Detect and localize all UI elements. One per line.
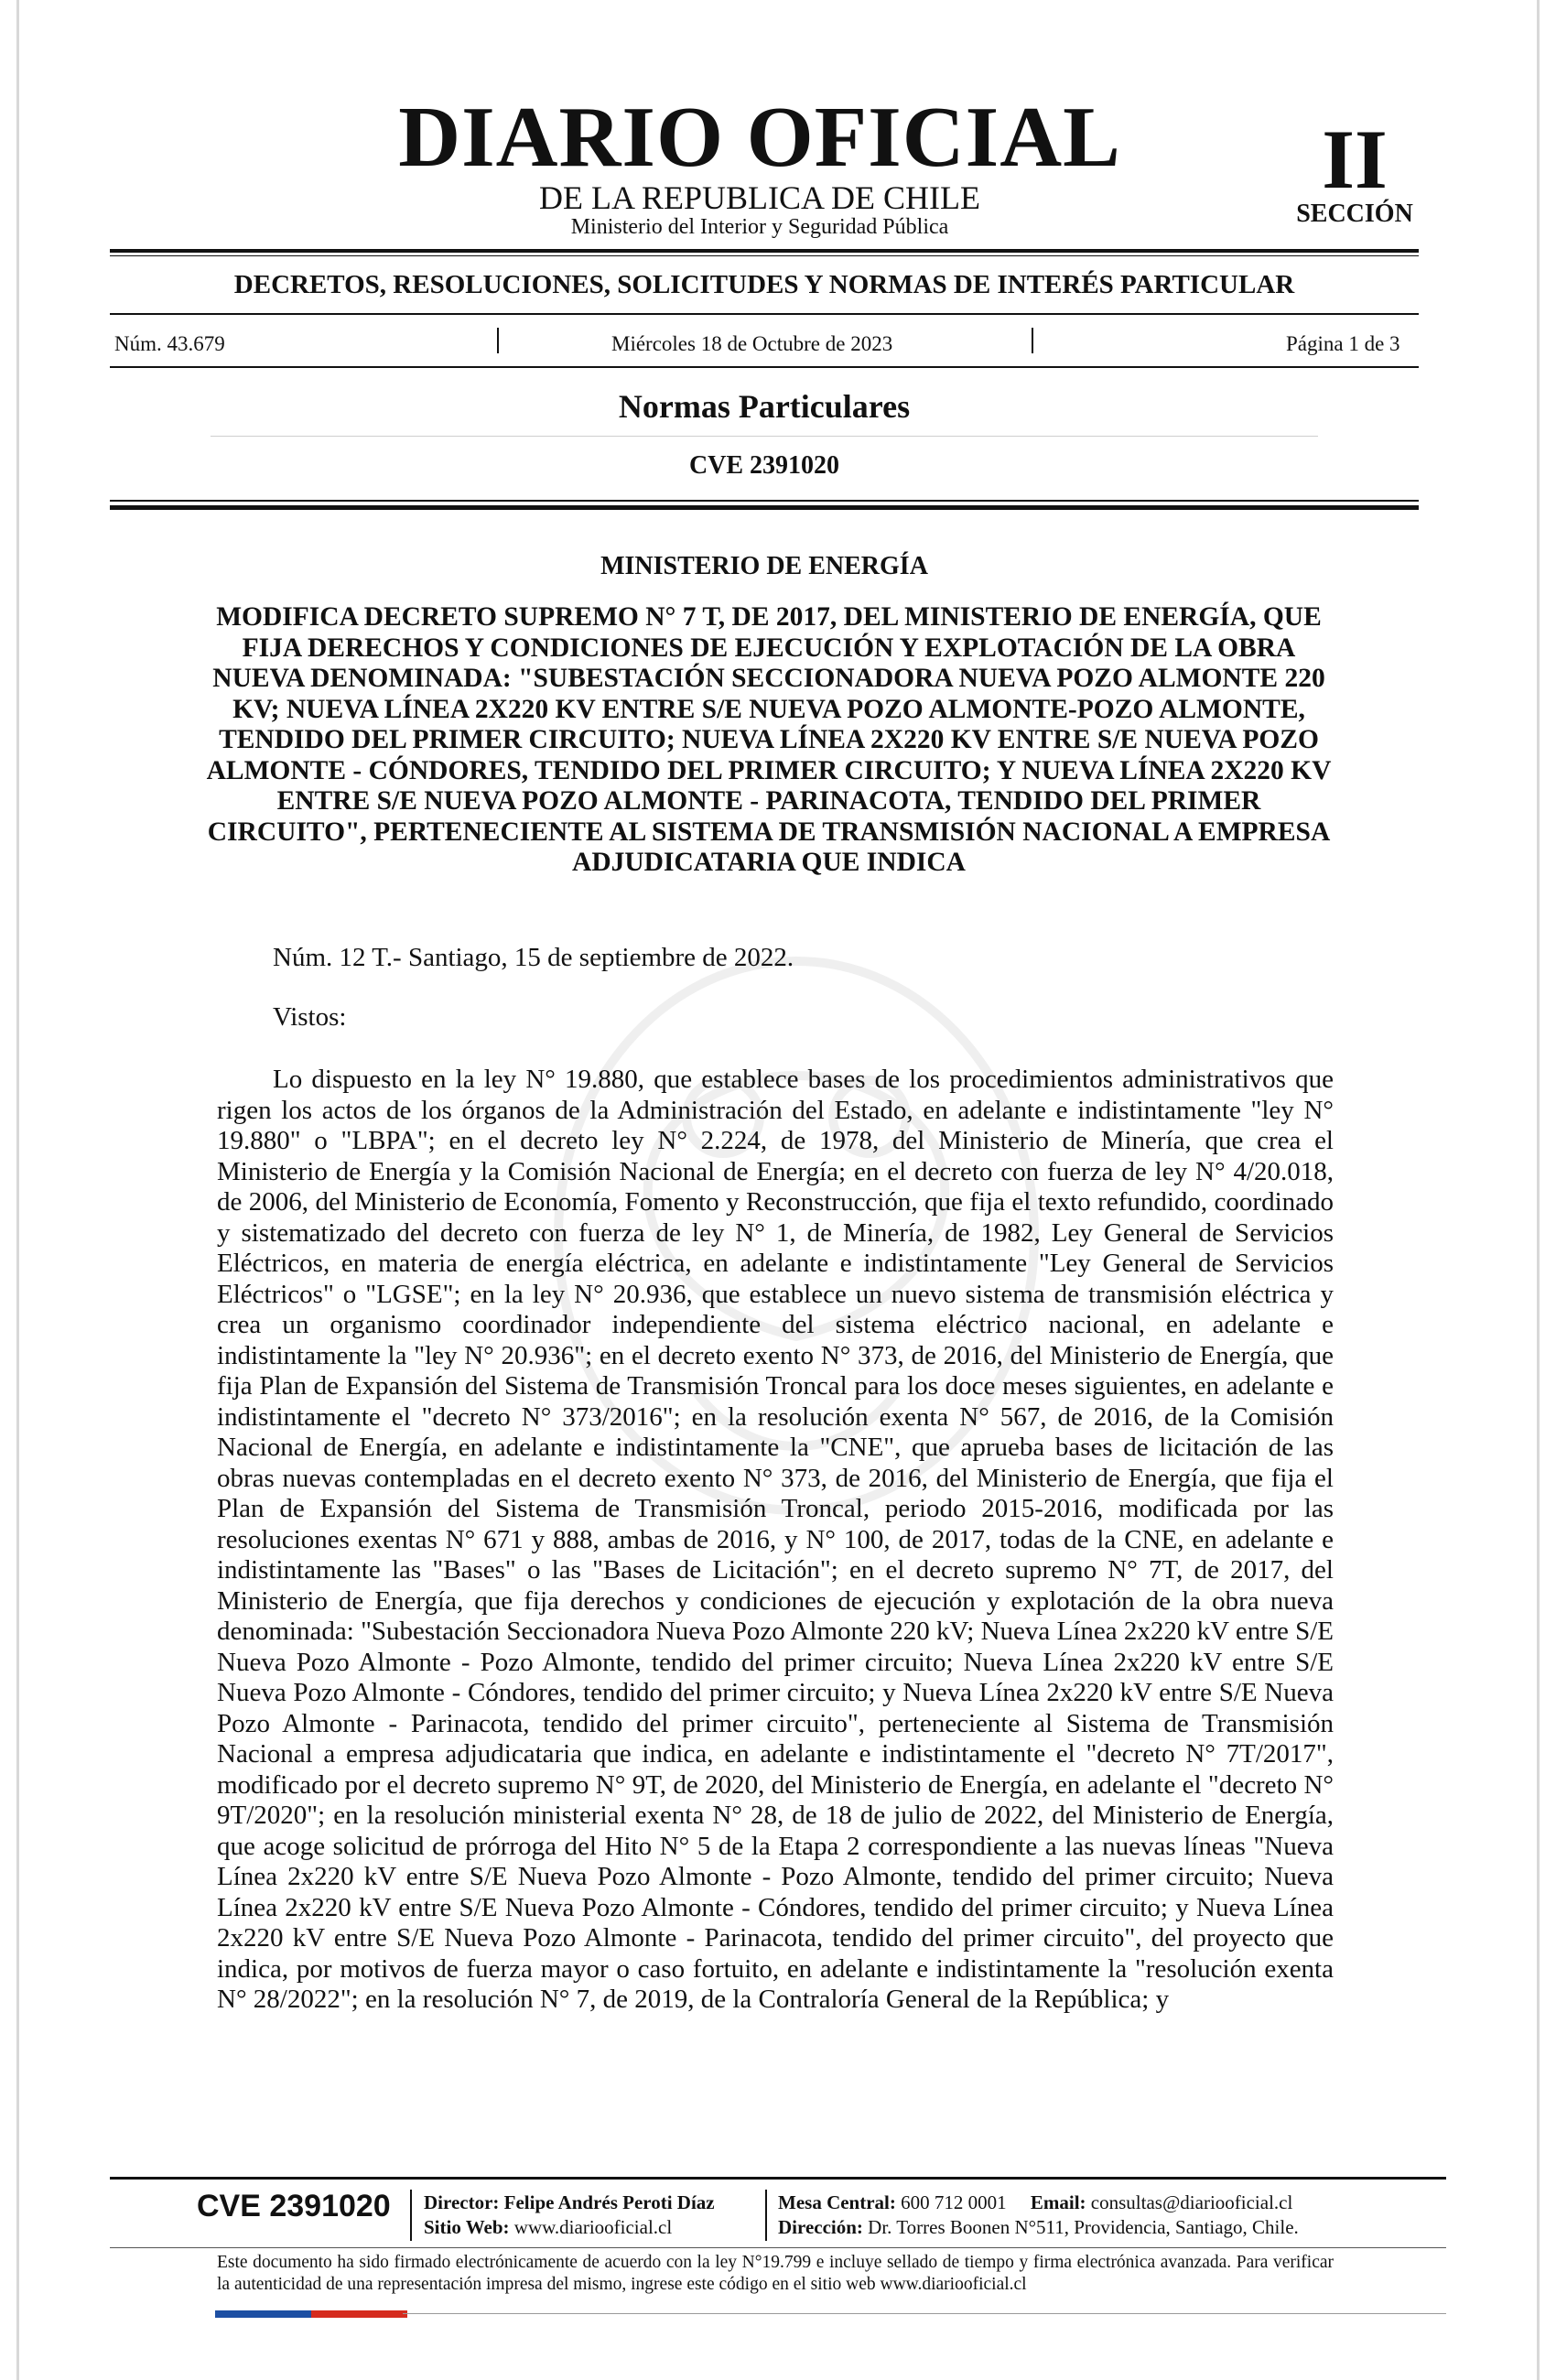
email-label: Email: bbox=[1030, 2191, 1086, 2213]
page-counter: Página 1 de 3 bbox=[1286, 332, 1400, 355]
footer-legal-notice: Este documento ha sido firmado electrónicamente de acuerdo con la ley N°19.799 e incluye sellado de tiempo y firma electrónica avanzada. Para verificar la autenticidad de una representación impresa del mismo, ingrese este código en el sitio web www.diariooficial.cl bbox=[217, 2253, 1334, 2294]
flag-stripe-blue bbox=[215, 2310, 311, 2318]
footer-director bbox=[424, 2191, 715, 2214]
issue-date: Miércoles 18 de Octubre de 2023 bbox=[611, 332, 893, 355]
vistos-heading: Vistos: bbox=[273, 1002, 347, 1032]
address-text: Dr. Torres Boonen N°511, Providencia, Santiago, Chile. bbox=[868, 2216, 1299, 2238]
issue-number: Núm. 43.679 bbox=[114, 332, 225, 355]
decree-number-line: Núm. 12 T.- Santiago, 15 de septiembre de 2022. bbox=[273, 943, 794, 972]
footer-top-rule bbox=[110, 2177, 1446, 2180]
address-label: Dirección: bbox=[778, 2216, 863, 2238]
meta-rule bbox=[110, 366, 1419, 368]
phone-number: 600 712 0001 bbox=[901, 2191, 1007, 2213]
meta-separator bbox=[497, 328, 499, 353]
email-link[interactable]: consultas@diariooficial.cl bbox=[1090, 2191, 1293, 2213]
masthead-rule-thick bbox=[110, 249, 1419, 253]
director-name: Felipe Andrés Peroti Díaz bbox=[503, 2191, 715, 2213]
section-number: II bbox=[1322, 113, 1388, 206]
footer-address bbox=[778, 2215, 1299, 2239]
flag-stripe-red bbox=[311, 2310, 407, 2318]
director-label: Director: bbox=[424, 2191, 500, 2213]
page-edge-left bbox=[16, 0, 19, 2380]
category-heading: DECRETOS, RESOLUCIONES, SOLICITUDES Y NORMAS DE INTERÉS PARTICULAR bbox=[233, 270, 1295, 299]
cve-code: CVE 2391020 bbox=[688, 451, 840, 480]
masthead-title: DIARIO OFICIAL bbox=[398, 90, 1121, 185]
footer-contact bbox=[778, 2191, 1292, 2214]
masthead-subtitle: DE LA REPUBLICA DE CHILE bbox=[539, 179, 980, 216]
footer-website bbox=[424, 2215, 672, 2239]
footer-bottom-rule bbox=[403, 2313, 1446, 2314]
vistos-paragraph: Lo dispuesto en la ley N° 19.880, que establece bases de los procedimientos administrativos que rigen los actos de los órganos de la Administración del Estado, en adelante e indistintamente "ley N° 19.880" o "LBPA"; en el decreto ley N° 2.224, de 1978, del Ministerio de Minería, que crea el Ministerio de Energía y la Comisión Nacional de Energía; en el decreto con fuerza de ley N° 4/20.018, de 2006, del Ministerio de Economía, Fomento y Reconstrucción, que fija el texto refundido, coordinado y sistematizado del decreto con fuerza de ley N° 1, de Minería, de 1982, Ley General de Servicios Eléctricos, en materia de energía eléctrica, en adelante e indistintamente "Ley General de Servicios Eléctricos" o "LGSE"; en la ley N° 20.936, que establece un nuevo sistema de transmisión eléctrica y crea un organismo coordinador independiente del sistema eléctrico nacional, en adelante e indistintamente la "ley N° 20.936"; en el decreto exento N° 373, de 2016, del Ministerio de Energía, que fija Plan de Expansión del Sistema de Transmisión Troncal para los doce meses siguientes, en adelante e indistintamente el "decreto N° 373/2016"; en la resolución exenta N° 567, de 2016, de la Comisión Nacional de Energía, en adelante e indistintamente la "CNE", que aprueba bases de licitación de las obras nuevas contempladas en el decreto exento N° 373, de 2016, del Ministerio de Energía, que fija el Plan de Expansión del Sistema de Transmisión Troncal, periodo 2015-2016, modificada por las resoluciones exentas N° 671 y 888, ambas de 2016, y N° 100, de 2017, todas de la CNE, en adelante e indistintamente las "Bases" o las "Bases de Licitación"; en el decreto supremo N° 7T, de 2017, del Ministerio de Energía, que fija derechos y condiciones de ejecución y explotación de la obra nueva denominada: "Subestación Seccionadora Nueva Pozo Almonte 220 kV; Nueva Línea 2x220 kV entre S/E Nueva Pozo Almonte - Pozo Almonte, tendido del primer circuito; Nueva Línea 2x220 kV entre S/E Nueva Pozo Almonte - Cóndores, tendido del primer circuito; y Nueva Línea 2x220 kV entre S/E Nueva Pozo Almonte - Parinacota, tendido del primer circuito", perteneciente al Sistema de Transmisión Nacional a empresa adjudicataria que indica, en adelante e indistintamente el "decreto N° 7T/2017", modificado por el decreto supremo N° 9T, de 2020, del Ministerio de Energía, en adelante el "decreto N° 9T/2020"; en la resolución ministerial exenta N° 28, de 18 de julio de 2022, del Ministerio de Energía, que acoge solicitud de prórroga del Hito N° 5 de la Etapa 2 correspondiente a las nuevas líneas "Nueva Línea 2x220 kV entre S/E Nueva Pozo Almonte - Pozo Almonte, tendido del primer circuito; Nueva Línea 2x220 kV entre S/E Nueva Pozo Almonte - Cóndores, tendido del primer circuito; y Nueva Línea 2x220 kV entre S/E Nueva Pozo Almonte - Parinacota, tendido del primer circuito", del proyecto que indica, por motivos de fuerza mayor o caso fortuito, en adelante e indistintamente la "resolución exenta N° 28/2022"; en la resolución N° 7, de 2019, de la Contraloría General de la República; y bbox=[217, 1065, 1334, 2014]
category-rule bbox=[110, 313, 1419, 315]
phone-label: Mesa Central: bbox=[778, 2191, 896, 2213]
header-rule-thin bbox=[110, 500, 1419, 502]
website-link[interactable]: www.diariooficial.cl bbox=[513, 2216, 673, 2238]
website-label: Sitio Web: bbox=[424, 2216, 510, 2238]
masthead-rule-thin bbox=[110, 255, 1419, 256]
footer-separator bbox=[410, 2190, 412, 2241]
norm-type-divider bbox=[211, 436, 1318, 437]
footer-mid-rule bbox=[110, 2247, 1446, 2248]
page-edge-right bbox=[1537, 0, 1540, 2380]
header-rule-thick bbox=[110, 505, 1419, 510]
footer-cve-code: CVE 2391020 bbox=[197, 2189, 391, 2223]
footer-separator bbox=[765, 2190, 767, 2241]
decree-title: MODIFICA DECRETO SUPREMO N° 7 T, DE 2017, DEL MINISTERIO DE ENERGÍA, QUE FIJA DERECHOS Y CONDICIONES DE EJECUCIÓN Y EXPLOTACIÓN DE LA OBRA NUEVA DENOMINADA: "SUBESTACIÓN SECCIONADORA NUEVA POZO ALMONTE 220 KV; NUEVA LÍNEA 2X220 KV ENTRE S/E NUEVA POZO ALMONTE-POZO ALMONTE, TENDIDO DEL PRIMER CIRCUITO; NUEVA LÍNEA 2X220 KV ENTRE S/E NUEVA POZO ALMONTE - CÓNDORES, TENDIDO DEL PRIMER CIRCUITO; Y NUEVA LÍNEA 2X220 KV ENTRE S/E NUEVA POZO ALMONTE - PARINACOTA, TENDIDO DEL PRIMER CIRCUITO", PERTENECIENTE AL SISTEMA DE TRANSMISIÓN NACIONAL A EMPRESA ADJUDICATARIA QUE INDICA bbox=[206, 602, 1332, 877]
norm-type-title: Normas Particulares bbox=[618, 388, 911, 425]
masthead-ministry: Ministerio del Interior y Seguridad Pública bbox=[570, 215, 949, 239]
issuing-ministry: MINISTERIO DE ENERGÍA bbox=[600, 552, 928, 580]
section-label: SECCIÓN bbox=[1296, 200, 1413, 228]
meta-separator bbox=[1032, 328, 1033, 353]
